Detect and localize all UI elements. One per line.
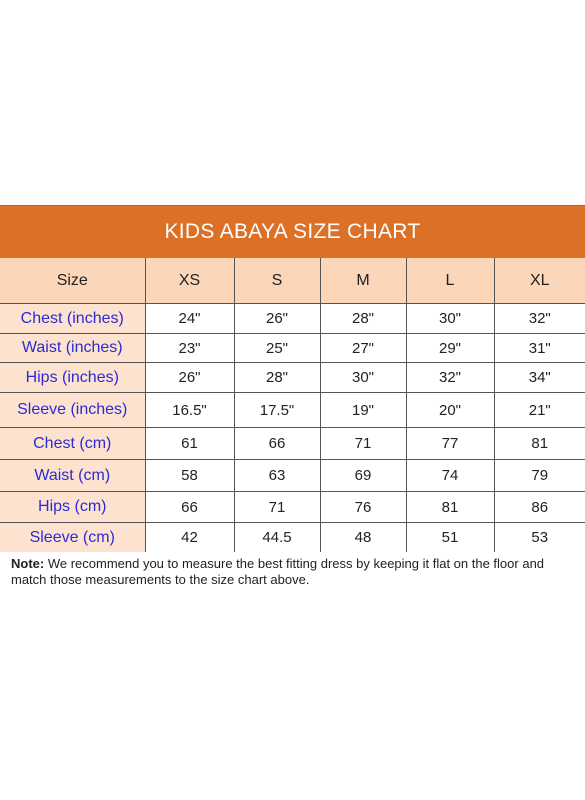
table-cell: 32" (494, 304, 585, 334)
table-cell: 16.5" (145, 393, 234, 428)
table-row (0, 428, 585, 460)
table-row (0, 523, 585, 553)
table-cell: 20" (406, 393, 494, 428)
table-cell: 51 (406, 523, 494, 553)
row-label: Waist (inches) (0, 334, 145, 363)
size-chart (0, 205, 585, 552)
table-cell: 42 (145, 523, 234, 553)
size-header-xl: XL (494, 258, 585, 304)
chart-title: KIDS ABAYA SIZE CHART (0, 205, 585, 258)
size-column-header: Size (0, 258, 145, 304)
table-cell: 44.5 (234, 523, 320, 553)
table-cell: 31" (494, 334, 585, 363)
table-cell: 28" (234, 363, 320, 393)
table-row (0, 460, 585, 492)
table-cell: 81 (494, 428, 585, 460)
table-cell: 29" (406, 334, 494, 363)
table-row (0, 492, 585, 523)
table-cell: 24" (145, 304, 234, 334)
table-cell: 86 (494, 492, 585, 523)
table-cell: 30" (320, 363, 406, 393)
size-header-s: S (234, 258, 320, 304)
measurement-note (11, 556, 581, 588)
size-table (0, 258, 585, 552)
table-row (0, 393, 585, 428)
table-cell: 69 (320, 460, 406, 492)
table-cell: 23" (145, 334, 234, 363)
table-cell: 19" (320, 393, 406, 428)
table-cell: 74 (406, 460, 494, 492)
table-row (0, 334, 585, 363)
table-cell: 71 (234, 492, 320, 523)
row-label: Chest (inches) (0, 304, 145, 334)
table-cell: 58 (145, 460, 234, 492)
table-cell: 25" (234, 334, 320, 363)
row-label: Hips (cm) (0, 492, 145, 523)
table-cell: 28" (320, 304, 406, 334)
note-label: Note: (11, 556, 45, 571)
table-cell: 32" (406, 363, 494, 393)
table-cell: 26" (145, 363, 234, 393)
row-label: Sleeve (inches) (0, 393, 145, 428)
table-cell: 76 (320, 492, 406, 523)
table-cell: 48 (320, 523, 406, 553)
size-header-l: L (406, 258, 494, 304)
size-header-xs: XS (145, 258, 234, 304)
table-row (0, 304, 585, 334)
table-cell: 30" (406, 304, 494, 334)
row-label: Sleeve (cm) (0, 523, 145, 553)
table-cell: 66 (145, 492, 234, 523)
header-row (0, 258, 585, 304)
table-cell: 61 (145, 428, 234, 460)
table-cell: 77 (406, 428, 494, 460)
note-text: We recommend you to measure the best fitting dress by keeping it flat on the floor and match those measurements to the size chart above. (11, 556, 545, 587)
table-cell: 63 (234, 460, 320, 492)
table-cell: 21" (494, 393, 585, 428)
table-cell: 81 (406, 492, 494, 523)
table-cell: 34" (494, 363, 585, 393)
table-cell: 17.5" (234, 393, 320, 428)
row-label: Waist (cm) (0, 460, 145, 492)
table-cell: 27" (320, 334, 406, 363)
table-cell: 71 (320, 428, 406, 460)
row-label: Chest (cm) (0, 428, 145, 460)
table-cell: 79 (494, 460, 585, 492)
table-cell: 26" (234, 304, 320, 334)
table-cell: 66 (234, 428, 320, 460)
row-label: Hips (inches) (0, 363, 145, 393)
table-row (0, 363, 585, 393)
table-cell: 53 (531, 529, 549, 546)
size-header-m: M (320, 258, 406, 304)
